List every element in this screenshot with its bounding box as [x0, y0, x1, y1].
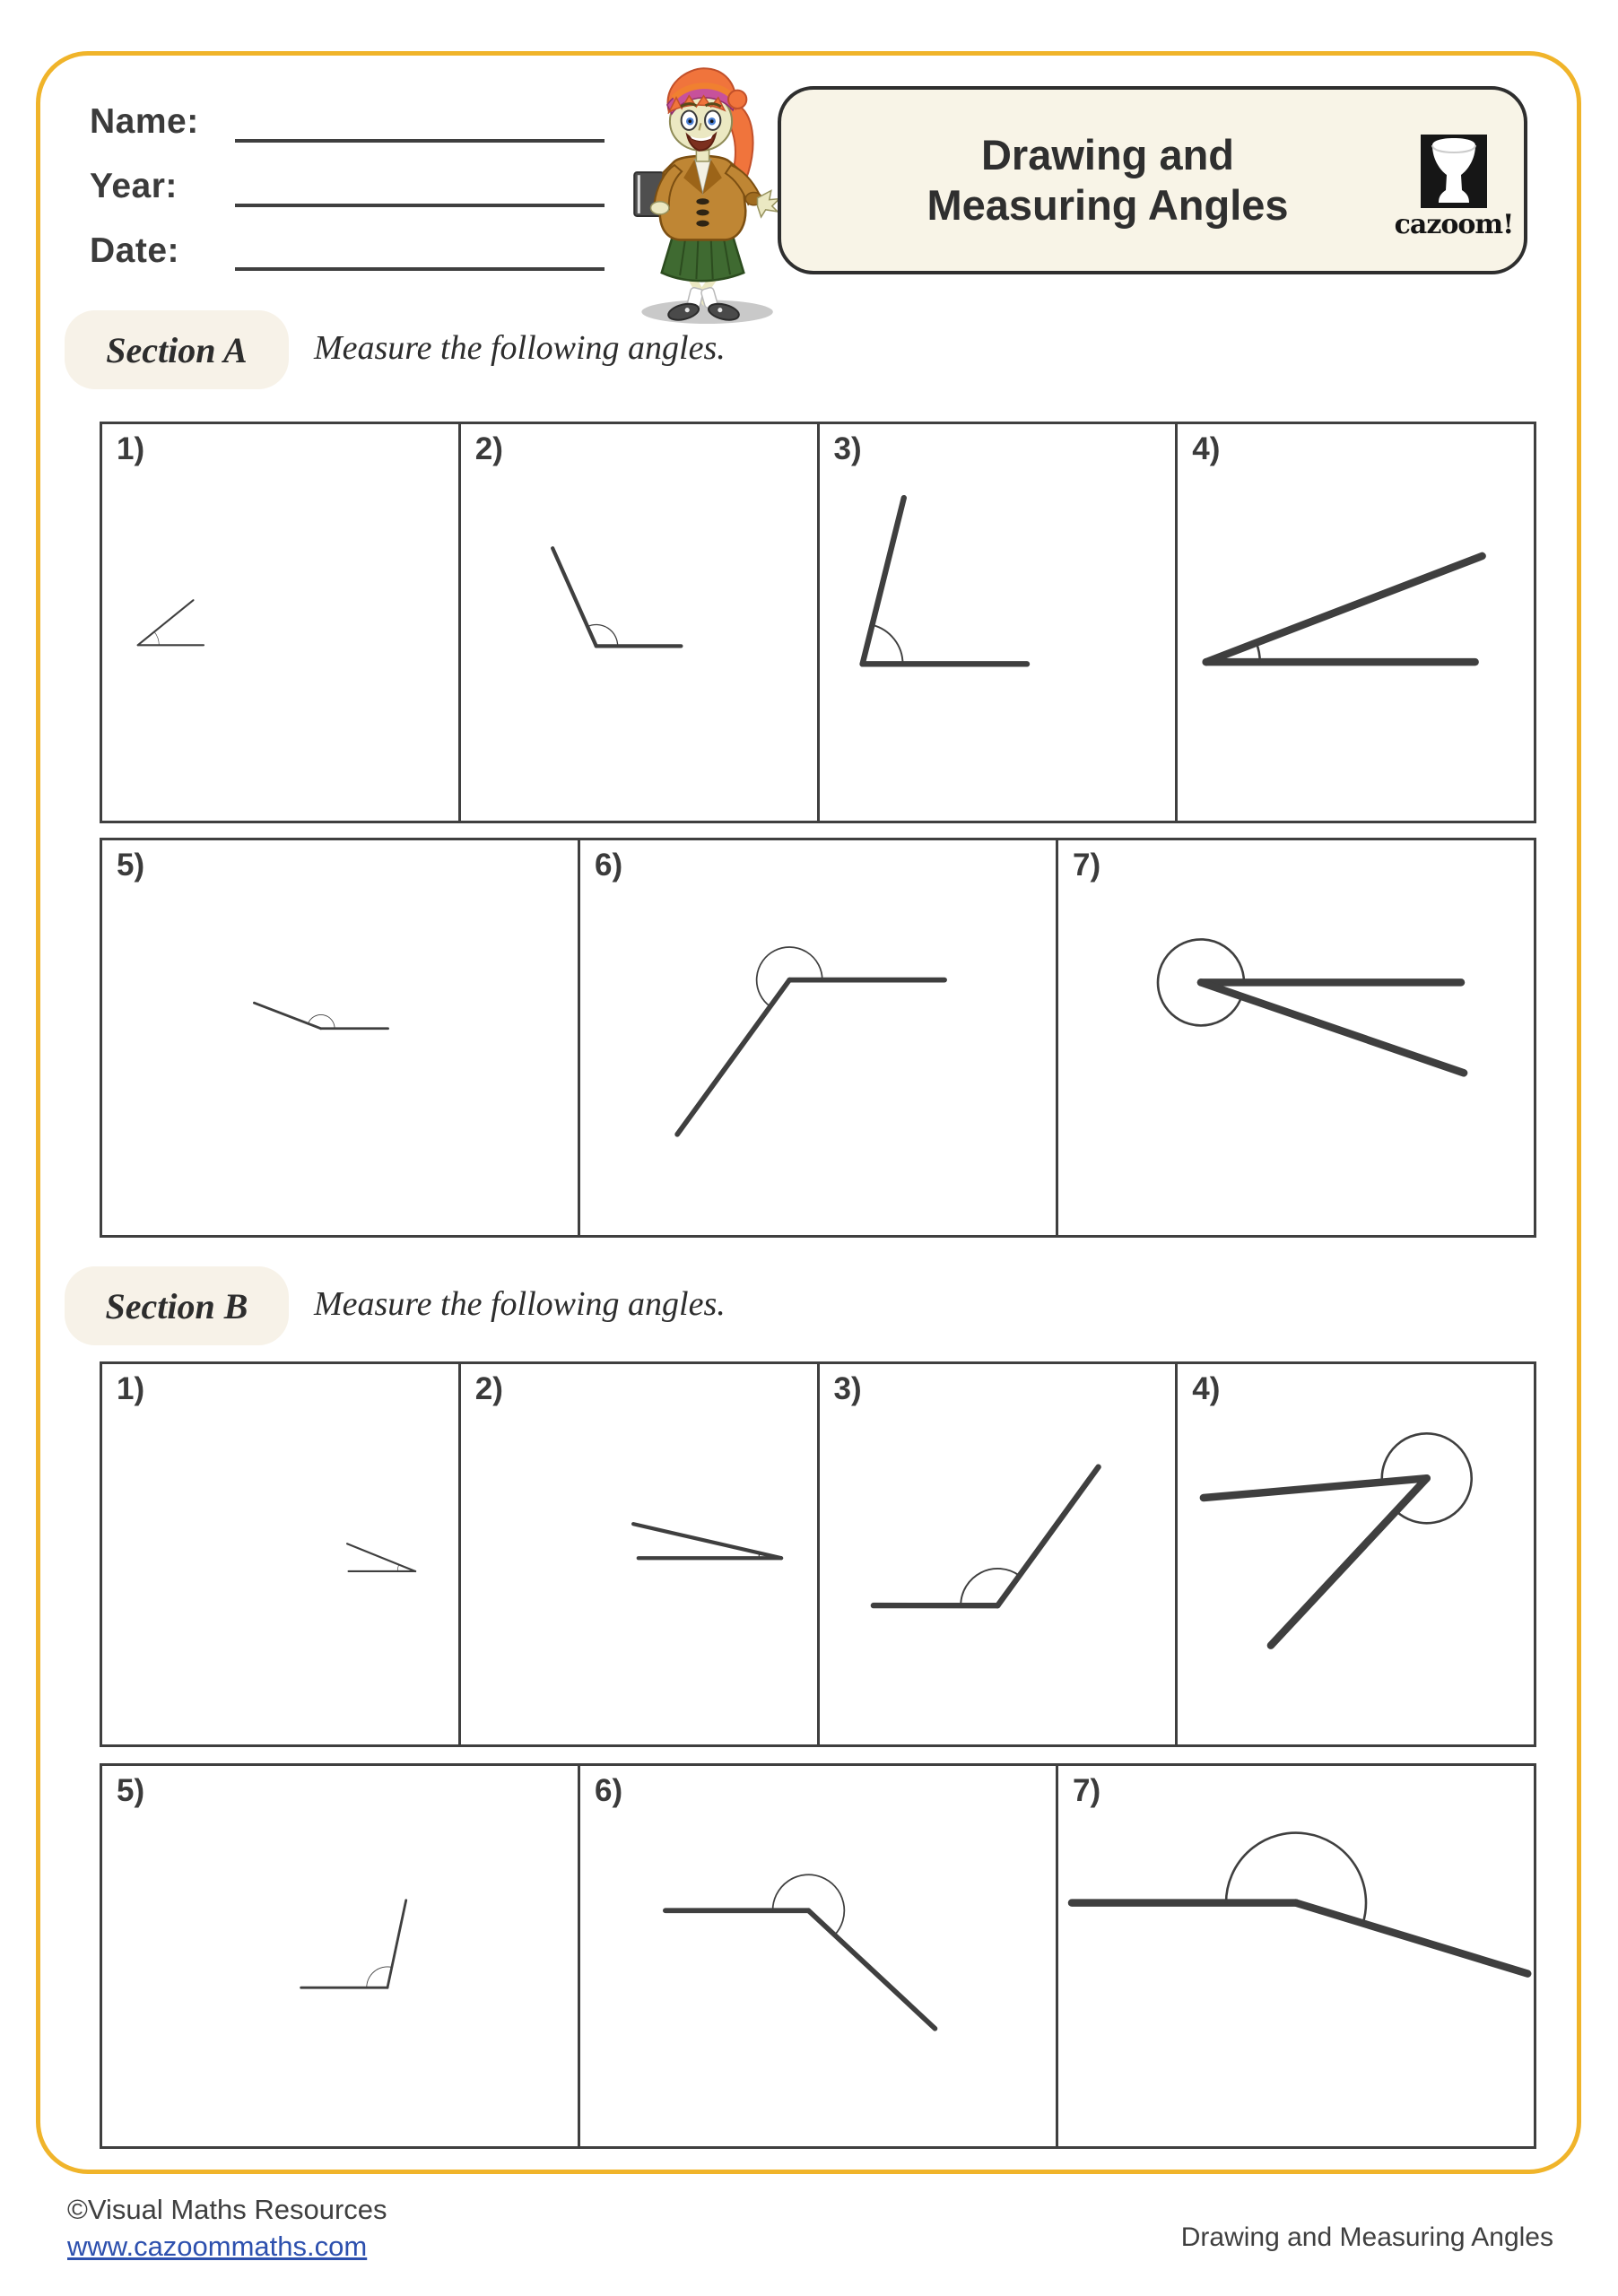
section-b-instruction: Measure the following angles. [314, 1285, 726, 1323]
angle-question-cell [1178, 424, 1534, 821]
section-a-row-1 [100, 422, 1536, 823]
question-number: 7) [1073, 1773, 1101, 1808]
angle-question-cell [461, 1364, 820, 1744]
question-number: 1) [117, 431, 145, 466]
section-a-pill [65, 310, 289, 389]
title-line-1: Drawing and [980, 131, 1235, 178]
angle-diagram [1178, 1364, 1534, 1744]
question-number: 2) [474, 431, 503, 466]
angle-ray [1206, 556, 1483, 662]
angle-ray [552, 548, 596, 646]
year-input-line[interactable] [235, 204, 605, 207]
question-number: 4) [1192, 1371, 1221, 1406]
section-b-row-1 [100, 1361, 1536, 1747]
question-number: 5) [117, 848, 145, 883]
angle-question-cell [1058, 1766, 1534, 2146]
angle-ray [138, 600, 194, 645]
angle-ray [254, 1003, 320, 1029]
angle-ray [1271, 1478, 1427, 1645]
angle-diagram [102, 840, 578, 1235]
angle-ray [1201, 982, 1464, 1073]
angle-diagram [102, 1766, 578, 2146]
year-label: Year: [90, 167, 178, 205]
question-number: 4) [1192, 431, 1221, 466]
angle-diagram [461, 1364, 817, 1744]
angle-ray [997, 1467, 1098, 1605]
angle-diagram [820, 424, 1176, 821]
angle-arc [154, 631, 159, 645]
question-number: 6) [595, 1773, 623, 1808]
angle-diagram [1178, 424, 1534, 821]
angle-ray [347, 1544, 415, 1571]
angle-diagram [1058, 840, 1534, 1235]
angle-ray [1204, 1478, 1427, 1498]
section-b-label: Section B [105, 1285, 248, 1326]
angle-ray [862, 498, 903, 664]
angle-arc [773, 1874, 845, 1935]
schoolgirl-illustration [608, 56, 796, 325]
question-number: 1) [117, 1371, 145, 1406]
cazoom-logo [1394, 135, 1514, 240]
angle-diagram [1058, 1766, 1534, 2146]
angle-arc [872, 625, 902, 665]
section-a-instruction: Measure the following angles. [314, 329, 726, 367]
angle-question-cell [580, 1766, 1058, 2146]
angle-diagram [820, 1364, 1176, 1744]
name-label: Name: [90, 102, 199, 141]
angle-ray [387, 1900, 406, 1987]
angle-arc [1226, 1833, 1366, 1924]
footer-document-title: Drawing and Measuring Angles [1180, 2222, 1553, 2252]
angle-diagram [580, 1766, 1056, 2146]
angle-ray [1296, 1903, 1527, 1974]
angle-diagram [580, 840, 1056, 1235]
angle-arc [397, 1565, 398, 1571]
angle-question-cell [820, 424, 1179, 821]
date-label: Date: [90, 231, 180, 270]
title-line-2: Measuring Angles [926, 181, 1289, 229]
angle-arc [759, 1553, 760, 1559]
section-a-label: Section A [106, 329, 248, 370]
section-a-row-2 [100, 838, 1536, 1238]
angle-diagram [102, 1364, 458, 1744]
angle-diagram [102, 424, 458, 821]
angle-question-cell [102, 424, 461, 821]
angle-question-cell [102, 1766, 580, 2146]
question-number: 3) [833, 1371, 862, 1406]
angle-ray [808, 1910, 935, 2029]
angle-question-cell [102, 1364, 461, 1744]
question-number: 3) [833, 431, 862, 466]
angle-diagram [461, 424, 817, 821]
cazoom-drum-icon [1421, 135, 1487, 208]
question-number: 7) [1073, 848, 1101, 883]
angle-arc [757, 947, 822, 1006]
angle-question-cell [820, 1364, 1179, 1744]
angle-question-cell [1178, 1364, 1534, 1744]
angle-question-cell [1058, 840, 1534, 1235]
angle-ray [677, 980, 789, 1135]
question-number: 5) [117, 1773, 145, 1808]
worksheet-title-box [778, 86, 1527, 274]
copyright-text: ©Visual Maths Resources [67, 2194, 387, 2225]
date-input-line[interactable] [235, 267, 605, 271]
angle-question-cell [580, 840, 1058, 1235]
section-b-pill [65, 1266, 289, 1345]
question-number: 2) [474, 1371, 503, 1406]
cazoom-logo-text: cazoom! [1394, 209, 1514, 240]
section-b-row-2 [100, 1763, 1536, 2149]
cazoommaths-link[interactable]: www.cazoommaths.com [67, 2231, 368, 2262]
name-input-line[interactable] [235, 139, 605, 143]
angle-question-cell [102, 840, 580, 1235]
question-number: 6) [595, 848, 623, 883]
angle-question-cell [461, 424, 820, 821]
worksheet-title [812, 90, 1404, 271]
